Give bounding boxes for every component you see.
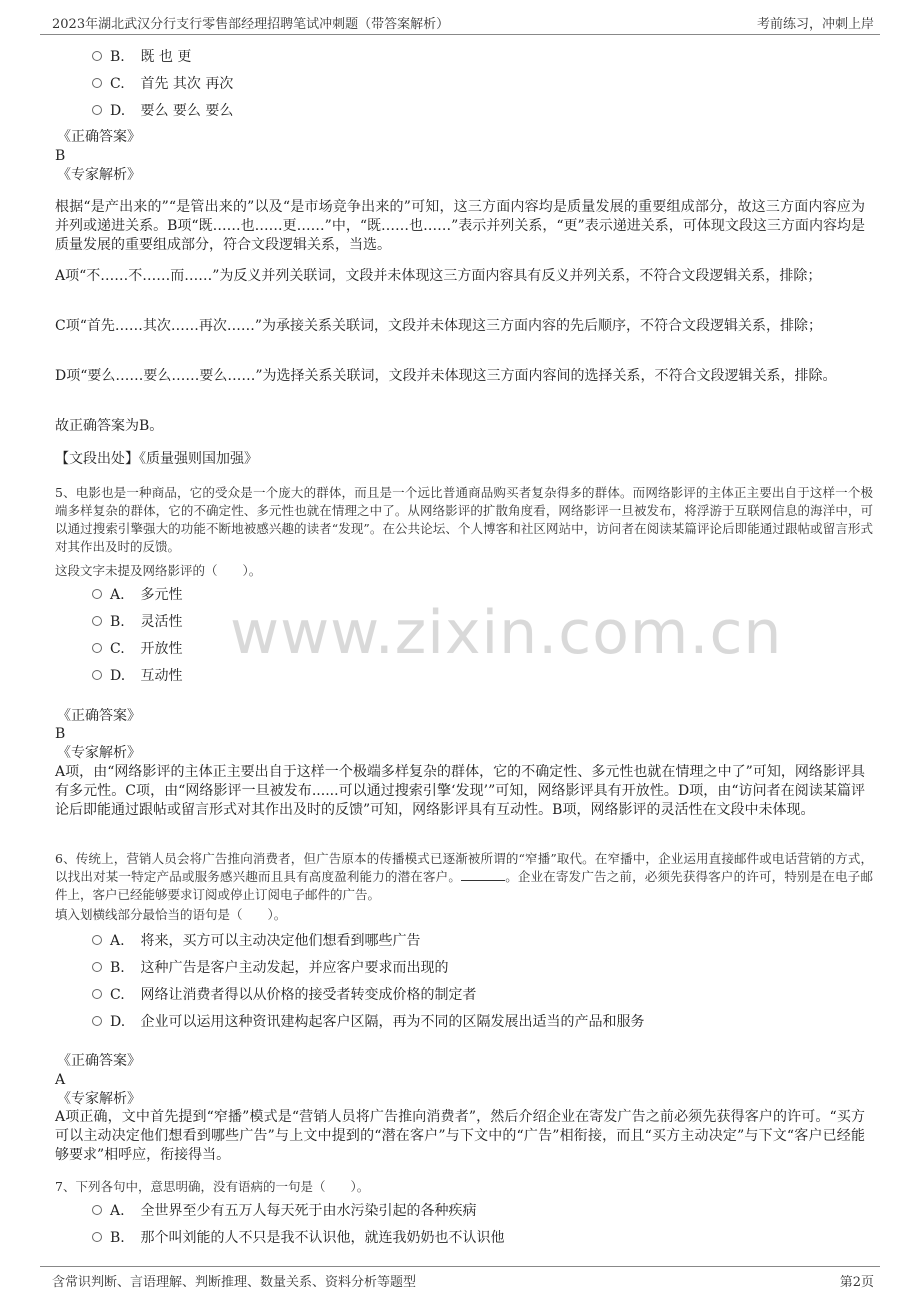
- q6-answer-label: 《正确答案》: [57, 1053, 141, 1069]
- q6-option-d[interactable]: D. 企业可以运用这种资讯建构起客户区隔，再为不同的区隔发展出适当的产品和服务: [92, 1011, 644, 1033]
- fill-blank: [461, 868, 505, 881]
- q6-answer: A: [55, 1072, 66, 1088]
- header-divider: [40, 34, 880, 35]
- radio-icon[interactable]: [92, 589, 102, 599]
- radio-icon[interactable]: [92, 1232, 102, 1242]
- radio-icon[interactable]: [92, 935, 102, 945]
- radio-icon[interactable]: [92, 105, 102, 115]
- page-number: 第2页: [839, 1275, 874, 1290]
- q4-source: 【文段出处】《质量强则国加强》: [55, 451, 258, 467]
- q5-answer: B: [55, 726, 66, 742]
- q5-analysis: A项，由“网络影评的主体正主要出自于这样一个极端多样复杂的群体，它的不确定性、多元性也就在情理之中了”可知，网络影评具有多元性。C项，由“网络影评一旦被发布......可以通过搜索引擎‘发现’”可知，网络影评具有开放性。D项，由“访问者在阅读某篇评论后即能通过跟帖或留言形式对其作出及时的反馈”可知，网络影评具有互动性。B项，网络影评的灵活性在文段中未体现。: [55, 764, 865, 818]
- header-slogan: 考前练习，冲刺上岸: [756, 17, 874, 32]
- radio-icon[interactable]: [92, 1016, 102, 1026]
- q4-analysis-paragraph: D项“要么……要么……要么……”为选择关系关联词，文段并未体现这三方面内容间的选择关系，不符合文段逻辑关系，排除。: [55, 368, 837, 384]
- q6-stem: 6、传统上，营销人员会将广告推向消费者，但广告原本的传播模式已逐渐被所谓的“窄播”取代。在窄播中，企业运用直接邮件或电话营销的方式，以找出对某一特定产品或服务感兴趣而且具有高度盈利能力的潜在客户。 。企业在寄发广告之前，必须先获得客户的许可，特别是在电子邮件上，客户已经能够要求订阅或停止订阅电子邮件的广告。: [55, 851, 873, 902]
- q6-question: 填入划横线部分最恰当的语句是（ ）。: [55, 907, 287, 922]
- q4-analysis-paragraph: C项“首先……其次……再次……”为承接关系关联词，文段并未体现这三方面内容的先后顺序，不符合文段逻辑关系，排除；: [55, 318, 823, 334]
- radio-icon[interactable]: [92, 51, 102, 61]
- q5-option-d[interactable]: D. 互动性: [92, 665, 182, 687]
- radio-icon[interactable]: [92, 962, 102, 972]
- radio-icon[interactable]: [92, 643, 102, 653]
- q6-option-a[interactable]: A. 将来，买方可以主动决定他们想看到哪些广告: [92, 930, 420, 952]
- q4-option-b[interactable]: B. 既 也 更: [92, 46, 191, 68]
- q4-analysis-conclusion: 故正确答案为B。: [55, 418, 164, 434]
- q6-option-c[interactable]: C. 网络让消费者得以从价格的接受者转变成价格的制定者: [92, 984, 476, 1006]
- q6-analysis-label: 《专家解析》: [57, 1091, 141, 1107]
- q5-answer-label: 《正确答案》: [57, 708, 141, 724]
- q4-answer-label: 《正确答案》: [57, 129, 141, 145]
- q7-stem: 7、下列各句中，意思明确，没有语病的一句是（ ）。: [55, 1179, 370, 1194]
- q4-option-d[interactable]: D. 要么 要么 要么: [92, 100, 233, 122]
- document-title: 2023年湖北武汉分行支行零售部经理招聘笔试冲刺题（带答案解析）: [52, 17, 450, 32]
- q5-analysis-label: 《专家解析》: [57, 745, 141, 761]
- page-header: [0, 0, 920, 40]
- q7-option-b[interactable]: B. 那个叫刘能的人不只是我不认识他，就连我奶奶也不认识他: [92, 1227, 504, 1249]
- q6-analysis: A项正确，文中首先提到“窄播”模式是“营销人员将广告推向消费者”，然后介绍企业在寄发广告之前必须先获得客户的许可。“买方可以主动决定他们想看到哪些广告”与上文中提到的“潜在客户”与下文中的“广告”相衔接，而且“买方主动决定”与下文“客户已经能够要求”相呼应，衔接得当。: [55, 1109, 865, 1163]
- radio-icon[interactable]: [92, 1205, 102, 1215]
- q5-option-c[interactable]: C. 开放性: [92, 638, 182, 660]
- radio-icon[interactable]: [92, 670, 102, 680]
- watermark: www.zixin.com.cn: [230, 598, 783, 668]
- q4-option-c[interactable]: C. 首先 其次 再次: [92, 73, 233, 95]
- footer-categories: 含常识判断、言语理解、判断推理、数量关系、资料分析等题型: [52, 1275, 417, 1290]
- q7-option-a[interactable]: A. 全世界至少有五万人每天死于由水污染引起的各种疾病: [92, 1200, 476, 1222]
- q4-analysis-paragraph: A项“不……不……而……”为反义并列关联词，文段并未体现这三方面内容具有反义并列关系，不符合文段逻辑关系，排除；: [55, 268, 822, 284]
- q4-analysis-paragraph: 根据“是产出来的”“是管出来的”以及“是市场竞争出来的”可知，这三方面内容均是质量发展的重要组成部分，故这三方面内容应为并列或递进关系。B项“既……也……更……”中，“既……也……”表示并列关系，“更”表示递进关系，可体现文段这三方面内容均是质量发展的重要组成部分，符合文段逻辑关系，当选。: [55, 199, 865, 253]
- q4-analysis-label: 《专家解析》: [57, 167, 141, 183]
- radio-icon[interactable]: [92, 989, 102, 999]
- q5-option-a[interactable]: A. 多元性: [92, 584, 182, 606]
- footer-divider: [40, 1266, 880, 1267]
- radio-icon[interactable]: [92, 78, 102, 88]
- q5-stem: 5、电影也是一种商品，它的受众是一个庞大的群体，而且是一个远比普通商品购买者复杂得多的群体。而网络影评的主体正主要出自于这样一个极端多样复杂的群体，它的不确定性、多元性也就在情理之中了。从网络影评的扩散角度看，网络影评一旦被发布，将浮游于互联网信息的海洋中，可以通过搜索引擎强大的功能不断地被感兴趣的读者“发现”。在公共论坛、个人博客和社区网站中，访问者在阅读某篇评论后即能通过跟帖或留言形式对其作出及时的反馈。: [55, 485, 873, 554]
- q5-option-b[interactable]: B. 灵活性: [92, 611, 182, 633]
- q4-answer: B: [55, 148, 66, 164]
- radio-icon[interactable]: [92, 616, 102, 626]
- q5-question: 这段文字未提及网络影评的（ ）。: [55, 563, 262, 578]
- q6-option-b[interactable]: B. 这种广告是客户主动发起，并应客户要求而出现的: [92, 957, 448, 979]
